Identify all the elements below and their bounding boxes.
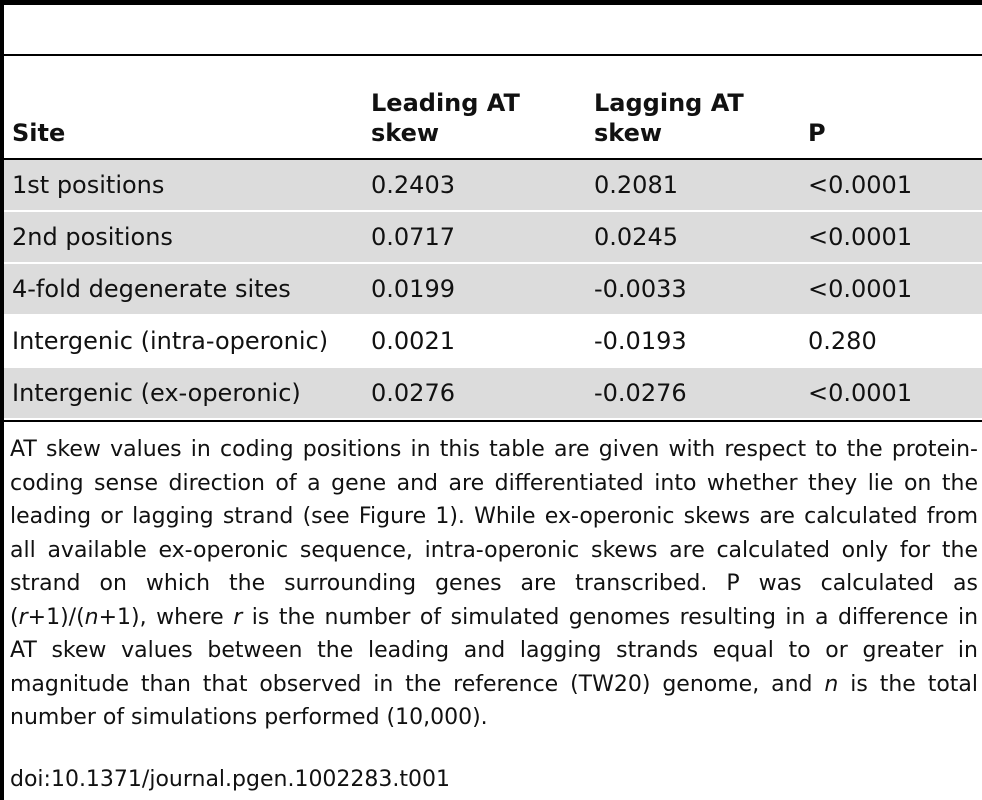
header-leading-line2: skew	[371, 119, 440, 147]
cell-leading: 0.0021	[371, 327, 455, 355]
footnote-var-r: r	[18, 604, 28, 630]
cell-site: 1st positions	[12, 171, 165, 199]
cell-site: Intergenic (intra-operonic)	[12, 327, 329, 355]
header-p: P	[808, 119, 826, 147]
footnote-text-2: +1)/(	[27, 604, 85, 630]
header-leading-at-skew	[371, 88, 520, 148]
footnote-text-1: AT skew values in coding positions in this table are given with respect to the protein-coding sense direction of a gene and are differentiated into whether they lie on the leading or lagging strand (see Figure 1). While ex-operonic skews are calculated from all available ex-operonic sequence, intra-operonic skews are calculated only for the strand on which the surrounding genes are transcribed. P was calculated as (	[10, 437, 978, 630]
cell-lagging: -0.0276	[594, 379, 687, 407]
header-site: Site	[12, 119, 66, 147]
table-row	[4, 212, 982, 262]
table-header-row	[4, 72, 982, 158]
header-leading-line1: Leading AT	[371, 89, 520, 117]
cell-site: 4-fold degenerate sites	[12, 275, 291, 303]
doi-line: doi:10.1371/journal.pgen.1002283.t001	[10, 767, 451, 792]
cell-p: <0.0001	[808, 171, 913, 199]
table-top-rule	[0, 0, 982, 5]
table-row	[4, 316, 982, 366]
table-row	[4, 368, 982, 418]
table-row	[4, 160, 982, 210]
cell-leading: 0.2403	[371, 171, 455, 199]
footnote-text-5: is the total number of simulations performed (10,000).	[10, 671, 979, 730]
footnote-var-r-2: r	[233, 604, 243, 630]
footnote-var-n-2: n	[824, 671, 839, 697]
table-body	[4, 160, 982, 420]
cell-lagging: -0.0033	[594, 275, 687, 303]
footnote-text-4: is the number of simulated genomes resulting in a difference in AT skew values between the leading and lagging strands equal to or greater in magnitude than that observed in the reference (TW20) genome, and	[10, 604, 979, 697]
cell-leading: 0.0717	[371, 223, 455, 251]
cell-p: <0.0001	[808, 379, 913, 407]
cell-leading: 0.0276	[371, 379, 455, 407]
cell-leading: 0.0199	[371, 275, 455, 303]
header-top-rule	[4, 54, 982, 56]
footnote-var-n: n	[84, 604, 99, 630]
cell-p: <0.0001	[808, 223, 913, 251]
header-lagging-line2: skew	[594, 119, 663, 147]
cell-lagging: -0.0193	[594, 327, 687, 355]
table-bottom-rule	[4, 420, 982, 422]
cell-lagging: 0.2081	[594, 171, 678, 199]
cell-site: 2nd positions	[12, 223, 173, 251]
cell-lagging: 0.0245	[594, 223, 678, 251]
header-lagging-line1: Lagging AT	[594, 89, 744, 117]
header-lagging-at-skew	[594, 88, 744, 148]
cell-p: 0.280	[808, 327, 877, 355]
cell-site: Intergenic (ex-operonic)	[12, 379, 301, 407]
footnote-text-3: +1), where	[98, 604, 234, 630]
footnote-paragraph	[10, 433, 978, 735]
table-row	[4, 264, 982, 314]
table-footnote	[10, 433, 978, 735]
cell-p: <0.0001	[808, 275, 913, 303]
